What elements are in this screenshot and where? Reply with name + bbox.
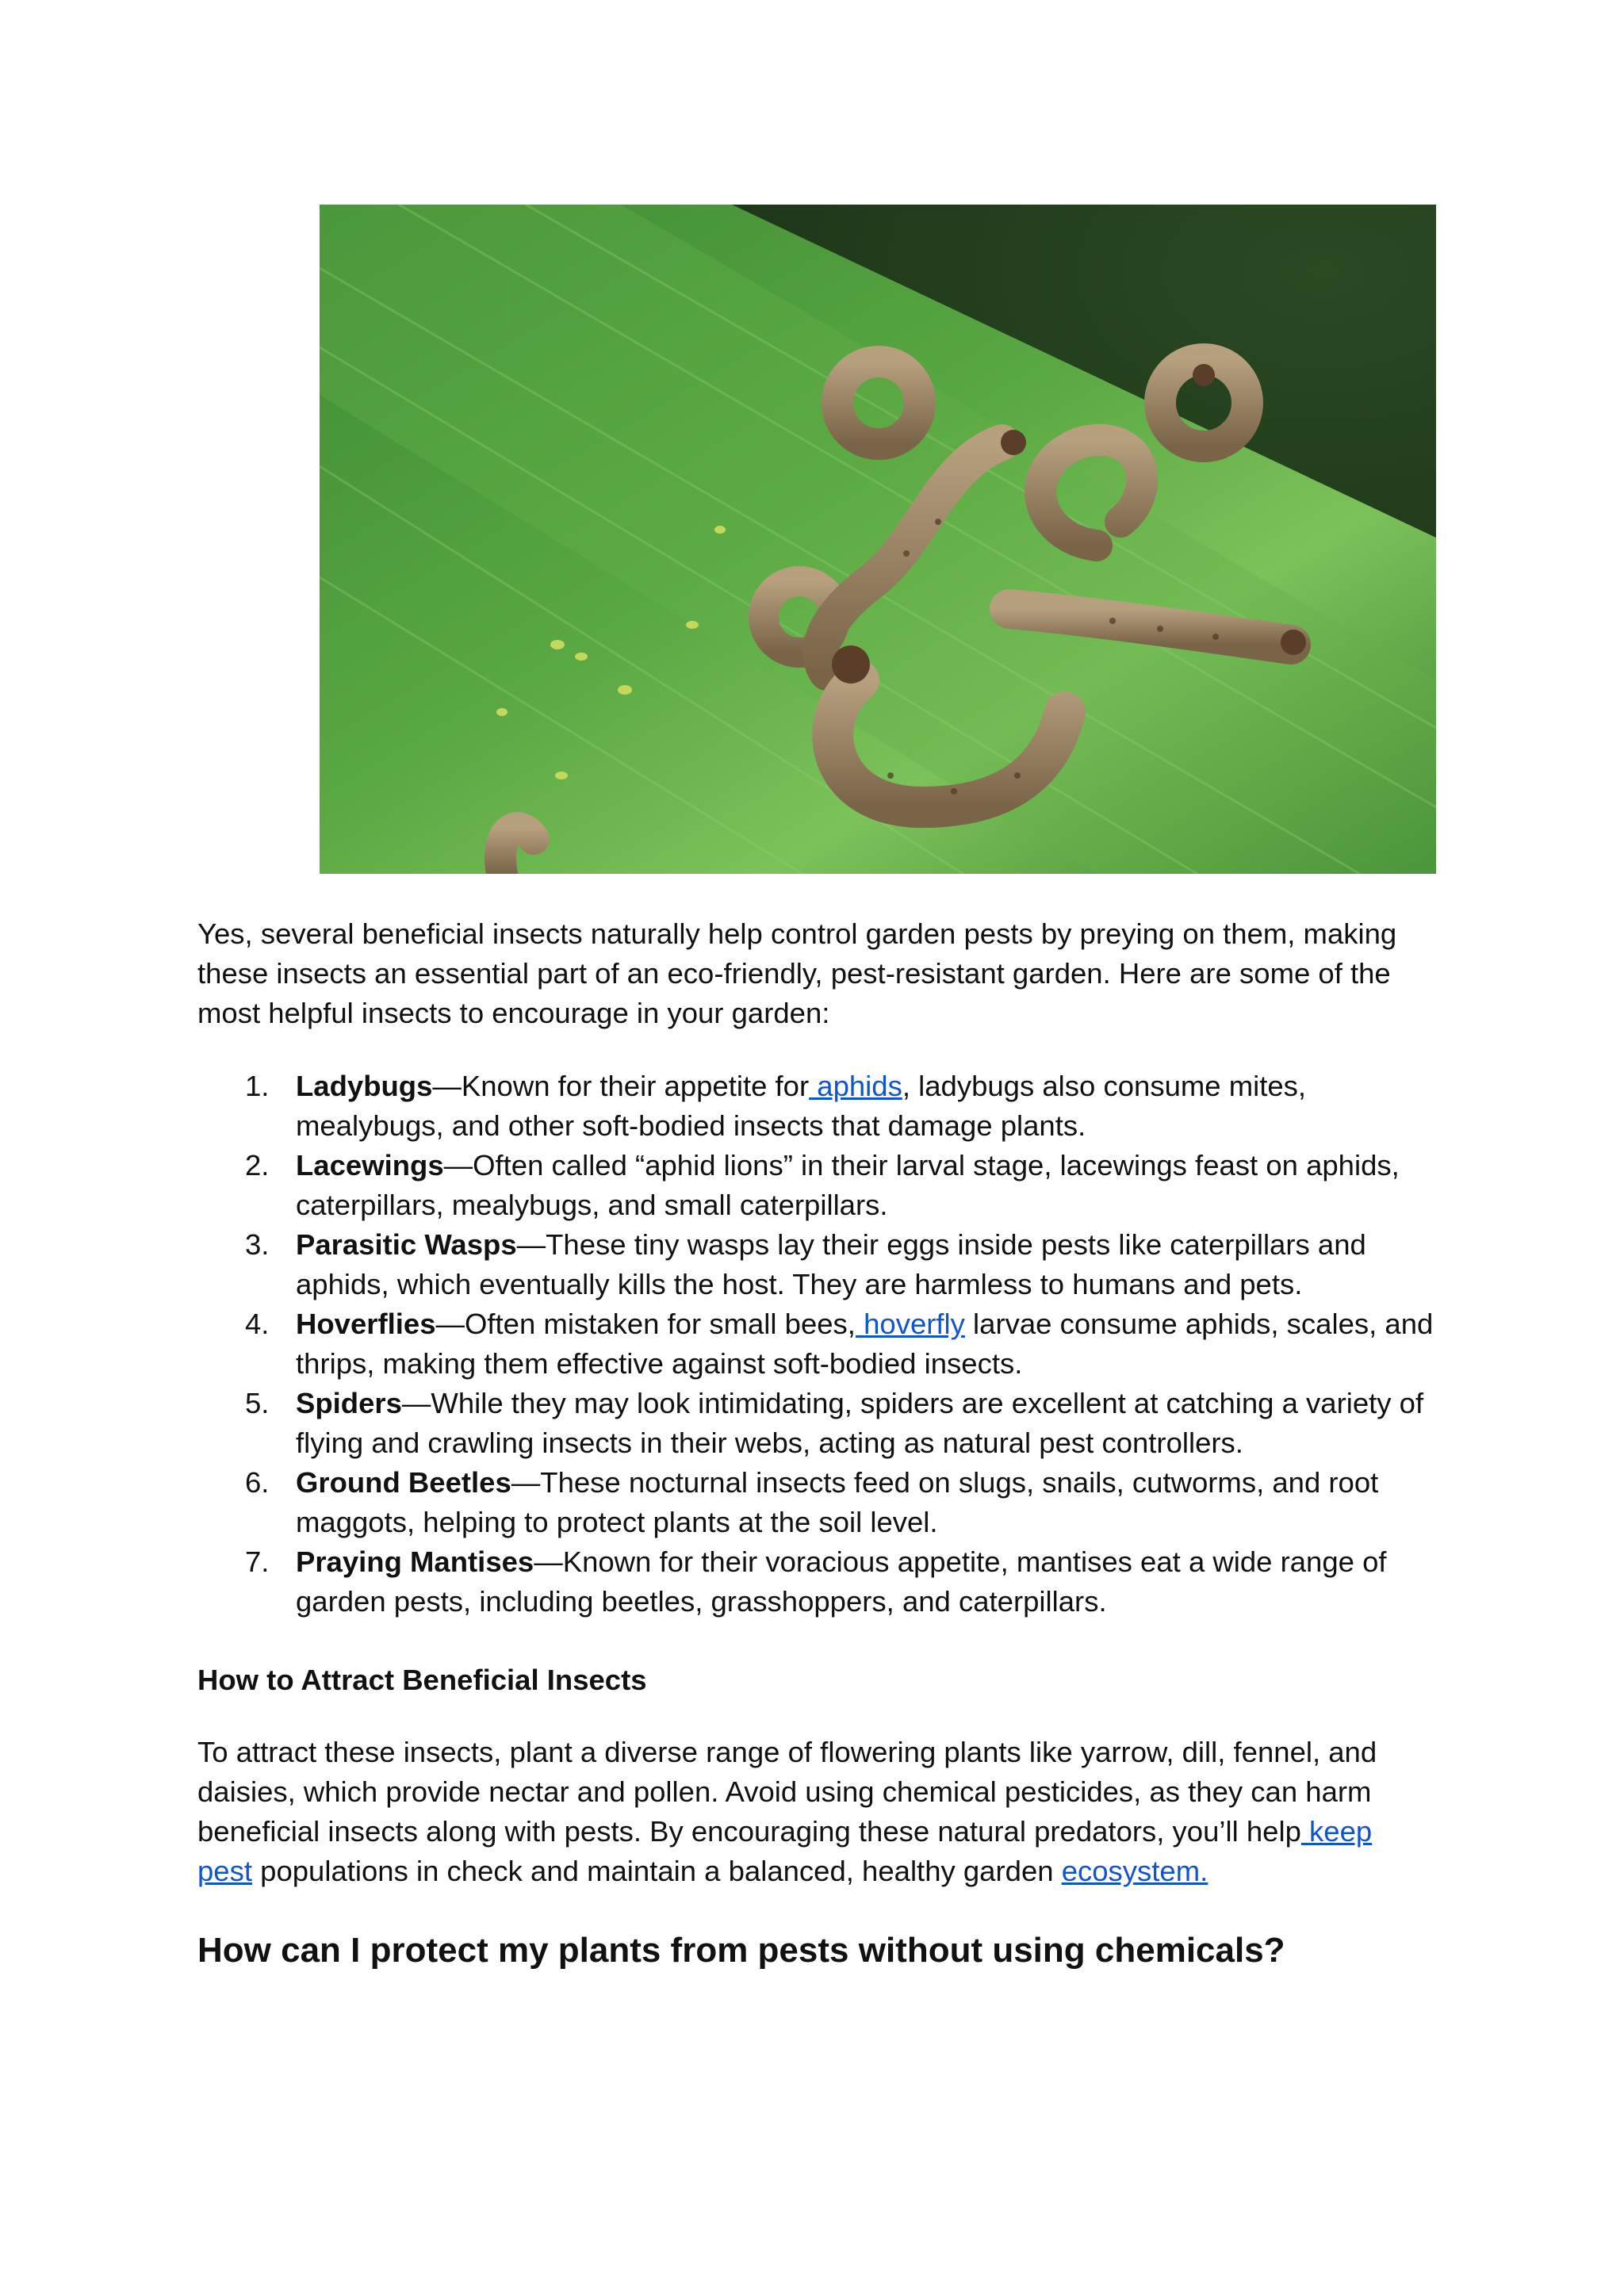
list-item xyxy=(197,1384,1434,1463)
insect-description: These tiny wasps lay their eggs inside pests like caterpillars and aphids, which eventually kills the host. They are harmless to humans and pets. xyxy=(296,1228,1366,1300)
dash: — xyxy=(516,1228,546,1261)
insect-name: Hoverflies xyxy=(296,1308,436,1340)
dash: — xyxy=(435,1308,465,1340)
caterpillars-photo xyxy=(320,205,1436,874)
list-item xyxy=(197,1146,1434,1225)
insect-description: These nocturnal insects feed on slugs, snails, cutworms, and root maggots, helping to protect plants at the soil level. xyxy=(296,1466,1379,1538)
list-number: 2. xyxy=(245,1149,270,1181)
list-number: 1. xyxy=(245,1070,270,1102)
list-item xyxy=(197,1542,1434,1622)
keep-pest-link[interactable]: keep pest xyxy=(197,1815,1373,1887)
insect-description-rest: , ladybugs also consume mites, mealybugs, and other soft-bodied insects that damage plants. xyxy=(296,1070,1307,1142)
insect-description: While they may look intimidating, spiders are excellent at catching a variety of flying and crawling insects in their webs, acting as natural pest controllers. xyxy=(296,1387,1424,1459)
insect-description: Often mistaken for small bees, xyxy=(465,1308,856,1340)
list-number: 6. xyxy=(245,1466,270,1499)
insect-description: Known for their voracious appetite, mantises eat a wide range of garden pests, including beetles, grasshoppers, and caterpillars. xyxy=(296,1545,1387,1618)
insect-description-rest: larvae consume aphids, scales, and thrips, making them effective against soft-bodied insects. xyxy=(296,1308,1434,1380)
section-heading: How can I protect my plants from pests without using chemicals? xyxy=(197,1931,1285,1970)
insect-name: Ground Beetles xyxy=(296,1466,511,1499)
insect-name: Lacewings xyxy=(296,1149,444,1181)
insect-name: Praying Mantises xyxy=(296,1545,534,1578)
caterpillars-illustration xyxy=(320,205,1436,874)
list-item xyxy=(197,1225,1434,1304)
list-number: 7. xyxy=(245,1545,270,1578)
attract-paragraph xyxy=(197,1733,1434,1891)
dash: — xyxy=(401,1387,431,1419)
aphids-link[interactable]: aphids xyxy=(809,1070,902,1102)
list-item xyxy=(197,1304,1434,1384)
ecosystem-link[interactable]: ecosystem. xyxy=(1061,1855,1208,1887)
attract-text-continued: populations in check and maintain a balanced, healthy garden xyxy=(252,1855,1062,1887)
attract-text: To attract these insects, plant a diverse range of flowering plants like yarrow, dill, fennel, and daisies, which provide nectar and pollen. Avoid using chemical pesticides, as they can harm beneficial insects along with pests. By encouraging these natural predators, you’ll help xyxy=(197,1736,1377,1848)
list-number: 3. xyxy=(245,1228,270,1261)
dash: — xyxy=(443,1149,473,1181)
insect-name: Parasitic Wasps xyxy=(296,1228,517,1261)
insect-description: Often called “aphid lions” in their larval stage, lacewings feast on aphids, caterpillars, mealybugs, and small caterpillars. xyxy=(296,1149,1400,1221)
intro-paragraph: Yes, several beneficial insects naturally help control garden pests by preying on them, making these insects an essential part of an eco-friendly, pest-resistant garden. Here are some of the most helpful insects to encourage in your garden: xyxy=(197,917,1397,1029)
attract-heading: How to Attract Beneficial Insects xyxy=(197,1664,647,1696)
dash: — xyxy=(432,1070,462,1102)
hoverfly-link[interactable]: hoverfly xyxy=(855,1308,965,1340)
dash: — xyxy=(511,1466,541,1499)
insect-name: Spiders xyxy=(296,1387,402,1419)
list-item xyxy=(197,1067,1434,1146)
insect-name: Ladybugs xyxy=(296,1070,433,1102)
insect-description: Known for their appetite for xyxy=(461,1070,810,1102)
dash: — xyxy=(534,1545,563,1578)
beneficial-insects-list xyxy=(197,1067,1434,1622)
list-number: 4. xyxy=(245,1308,270,1340)
list-item xyxy=(197,1463,1434,1542)
list-number: 5. xyxy=(245,1387,270,1419)
